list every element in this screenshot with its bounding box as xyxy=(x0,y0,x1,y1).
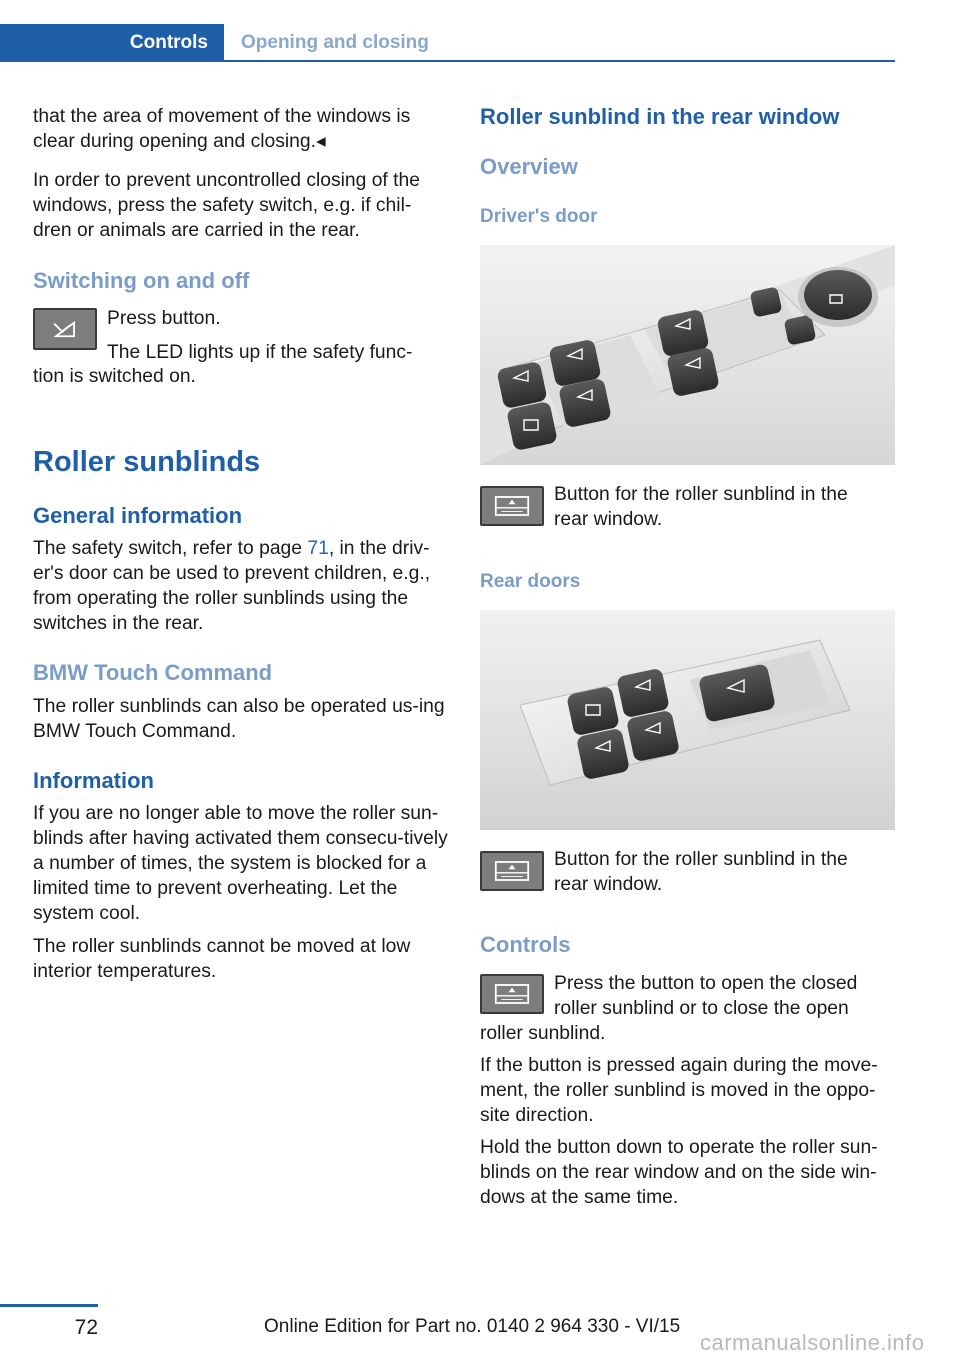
footer-rule xyxy=(0,1304,98,1307)
heading-rear-window: Roller sunblind in the rear window xyxy=(480,104,840,129)
sunblind-button-icon-2 xyxy=(480,851,544,891)
section-tab: Controls xyxy=(0,24,224,62)
paragraph-safety-switch: In order to prevent uncontrolled closing of the windows, press the safety switch, e.g. if chil‐dren or animals are carried in the rear. xyxy=(33,170,420,241)
caption-rear-doors-line2: rear window. xyxy=(554,874,663,895)
page-number: 72 xyxy=(74,1316,98,1339)
heading-switching: Switching on and off xyxy=(33,268,250,293)
paragraph-touch-command: The roller sunblinds can also be operated us‐ing BMW Touch Command. xyxy=(33,696,445,742)
caption-drivers-door-line1: Button for the roller sunblind in the xyxy=(554,484,848,505)
heading-information: Information xyxy=(33,768,154,793)
watermark: carmanualsonline.info xyxy=(700,1330,925,1355)
sunblind-button-icon-1 xyxy=(480,486,544,526)
rear-door-switch-photo xyxy=(480,610,895,830)
drivers-door-switch-photo xyxy=(480,245,895,465)
heading-roller-sunblinds: Roller sunblinds xyxy=(33,446,261,478)
page-header xyxy=(0,24,895,62)
caption-rear-doors-line1: Button for the roller sunblind in the xyxy=(554,849,848,870)
heading-overview: Overview xyxy=(480,154,578,179)
controls-text-line1: Press the button to open the closed xyxy=(554,973,858,994)
paragraph-hold-button: Hold the button down to operate the roller sun‐blinds on the rear window and on the side win‐dows at the same time. xyxy=(480,1137,878,1208)
led-text-line1: The LED lights up if the safety func‐ xyxy=(107,342,413,363)
paragraph-window-area: that the area of movement of the windows is clear during opening and closing.◂ xyxy=(33,106,411,152)
paragraph-pressed-again: If the button is pressed again during the move‐ment, the roller sunblind is moved in the oppo‐site direction. xyxy=(480,1055,878,1126)
heading-general-information: General information xyxy=(33,503,243,528)
caption-drivers-door-line2: rear window. xyxy=(554,509,663,530)
led-text-line2: tion is switched on. xyxy=(33,366,196,387)
heading-controls: Controls xyxy=(480,932,571,957)
window-lock-icon xyxy=(33,308,97,350)
heading-drivers-door: Driver's door xyxy=(480,206,598,227)
heading-touch-command: BMW Touch Command xyxy=(33,660,273,685)
controls-text-line2: roller sunblind or to close the open xyxy=(554,998,849,1019)
edition-text: Online Edition for Part no. 0140 2 964 330 - VI/15 xyxy=(264,1316,681,1337)
page-link[interactable]: 71 xyxy=(307,538,329,559)
sunblind-button-icon-3 xyxy=(480,974,544,1014)
press-button-text: Press button. xyxy=(107,308,221,329)
paragraph-low-temperature: The roller sunblinds cannot be moved at low interior temperatures. xyxy=(33,936,411,982)
controls-text-line3: roller sunblind. xyxy=(480,1023,606,1044)
paragraph-information: If you are no longer able to move the roller sun‐blinds after having activated them consecu‐tively a number of times, the system is blocked for a limited time to prevent overheating. Let the system cool. xyxy=(33,803,448,924)
heading-rear-doors: Rear doors xyxy=(480,571,581,592)
paragraph-general-information: The safety switch, refer to page 71, in the driv‐er's door can be used to prevent children, e.g., from operating the roller sunblinds using the switches in the rear. xyxy=(33,538,431,634)
chapter-tab: Opening and closing xyxy=(241,32,429,53)
